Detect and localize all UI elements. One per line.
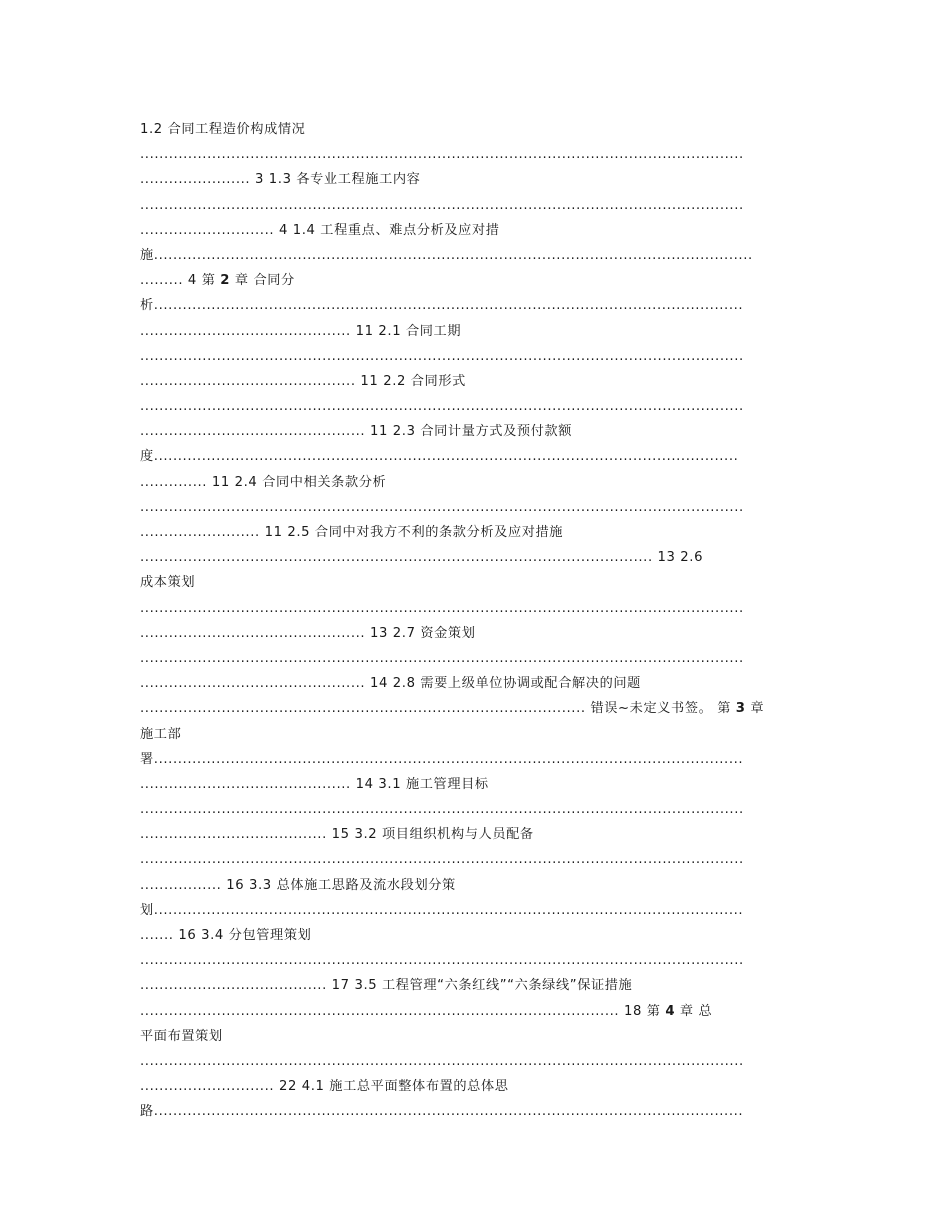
toc-line: ............................................... 13 2.7 资金策划 bbox=[140, 625, 476, 641]
toc-leader-line: .............................................................................................................................. bbox=[140, 147, 744, 163]
toc-leader-line: .............................................................................................................................. bbox=[140, 953, 744, 969]
toc-line: 施工部 bbox=[140, 726, 182, 742]
toc-line: 平面布置策划 bbox=[140, 1028, 223, 1044]
toc-line: ............................ 22 4.1 施工总平面整体布置的总体思 bbox=[140, 1079, 509, 1095]
toc-line: ............................................... 11 2.3 合同计量方式及预付款额 bbox=[140, 424, 573, 440]
toc-line: .............. 11 2.4 合同中相关条款分析 bbox=[140, 474, 387, 490]
toc-leader-line: 划........................................................................................................................... bbox=[140, 902, 744, 918]
toc-line: 1.2 合同工程造价构成情况 bbox=[140, 122, 306, 137]
toc-leader-line: .............................................................................................................................. bbox=[140, 1053, 744, 1069]
toc-line: ....................................... 15 3.2 项目组织机构与人员配备 bbox=[140, 827, 534, 843]
toc-leader-line: .............................................................................................................................. bbox=[140, 399, 744, 415]
toc-leader-line: ............................................................................................. 错误~未定义书签。 第 3 章 bbox=[140, 701, 765, 717]
toc-leader-line: 度.......................................................................................................................... bbox=[140, 449, 739, 465]
toc-line: ....................................... 17 3.5 工程管理“六条红线”“六条绿线”保证措施 bbox=[140, 978, 633, 994]
toc-line: ....... 16 3.4 分包管理策划 bbox=[140, 928, 312, 943]
toc-line: ............................................ 14 3.1 施工管理目标 bbox=[140, 776, 489, 792]
toc-line: ......................... 11 2.5 合同中对我方不利的条款分析及应对措施 bbox=[140, 525, 564, 540]
toc-leader-line: 署........................................................................................................................... bbox=[140, 751, 744, 767]
toc-leader-line: .............................................................................................................................. bbox=[140, 197, 744, 213]
toc-line: ................. 16 3.3 总体施工思路及流水段划分策 bbox=[140, 877, 456, 893]
toc-leader-line: .............................................................................................................................. bbox=[140, 650, 744, 666]
toc-leader-line: .............................................................................................................................. bbox=[140, 499, 744, 515]
toc-leader-line: .............................................................................................................................. bbox=[140, 348, 744, 364]
toc-line: ............................................ 11 2.1 合同工期 bbox=[140, 323, 462, 339]
toc-line: ......... 4 第 2 章 合同分 bbox=[140, 273, 295, 289]
toc-leader-line: .................................................................................................... 18 第 4 章 总 bbox=[140, 1003, 713, 1019]
toc-leader-line: 施............................................................................................................................. bbox=[140, 247, 753, 263]
table-of-contents bbox=[140, 117, 808, 1125]
toc-line: ............................ 4 1.4 工程重点、难点分析及应对措 bbox=[140, 222, 500, 238]
toc-leader-line: .............................................................................................................................. bbox=[140, 600, 744, 616]
toc-leader-line: ........................................................................................................... 13 2.6 bbox=[140, 550, 704, 566]
toc-leader-line: .............................................................................................................................. bbox=[140, 802, 744, 818]
toc-line: ............................................. 11 2.2 合同形式 bbox=[140, 373, 466, 389]
toc-line: ............................................... 14 2.8 需要上级单位协调或配合解决的问题 bbox=[140, 676, 641, 692]
toc-line: ....................... 3 1.3 各专业工程施工内容 bbox=[140, 172, 421, 188]
toc-leader-line: 路........................................................................................................................... bbox=[140, 1104, 744, 1120]
toc-leader-line: .............................................................................................................................. bbox=[140, 852, 744, 868]
toc-leader-line: 析........................................................................................................................... bbox=[140, 298, 744, 314]
toc-line: 成本策划 bbox=[140, 575, 196, 591]
